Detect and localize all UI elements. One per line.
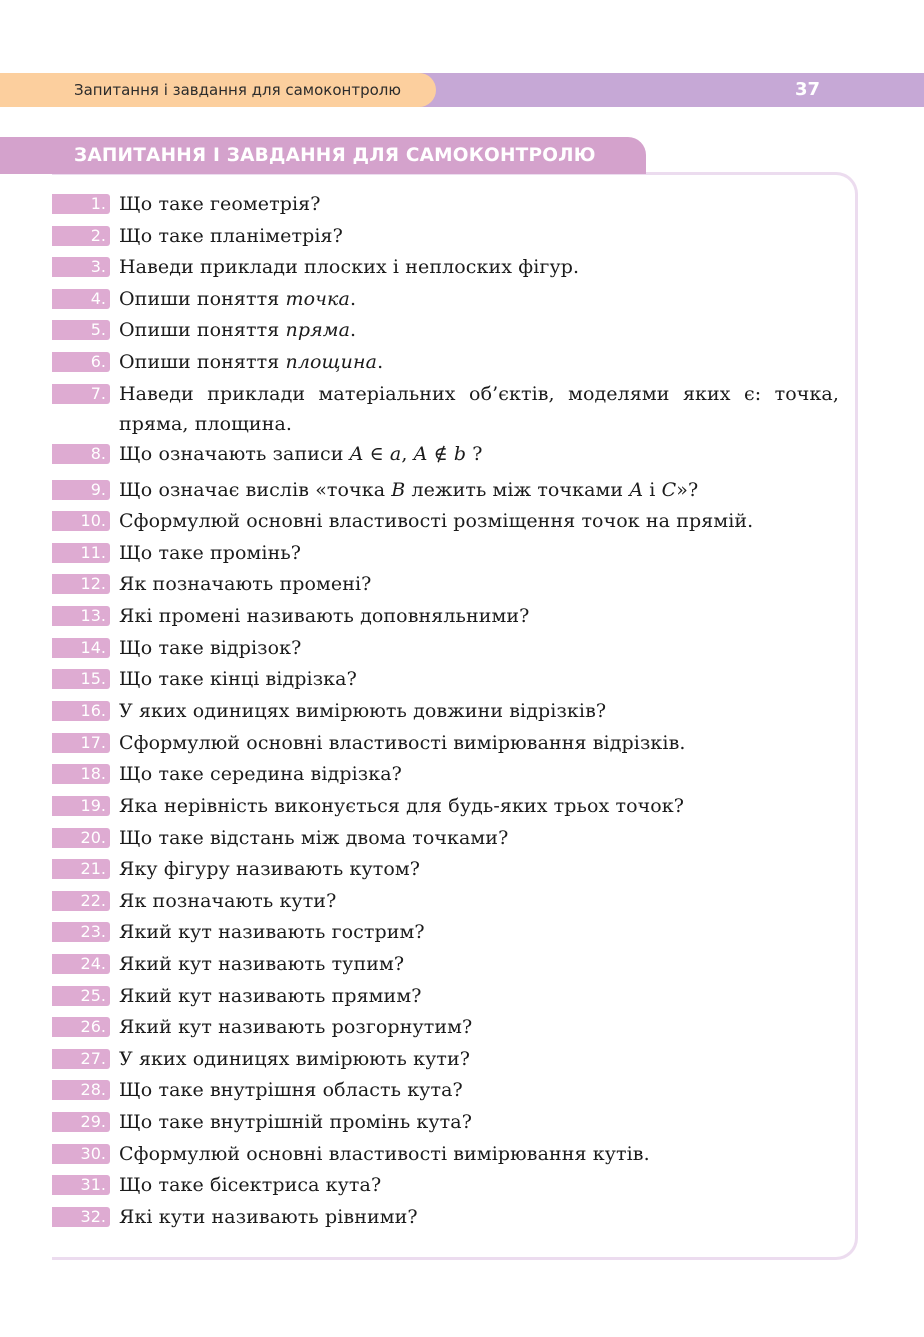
question-item [0, 856, 924, 882]
question-number: 19. [52, 796, 110, 816]
question-number: 28. [52, 1080, 110, 1100]
question-item [0, 951, 924, 977]
question-number: 30. [52, 1144, 110, 1164]
math-expression: A ∈ a [349, 443, 402, 465]
question-item [0, 1141, 924, 1167]
question-term: площина [285, 351, 378, 373]
question-item [0, 441, 924, 467]
question-item [0, 603, 924, 629]
question-text [119, 441, 483, 467]
question-number: 5. [52, 320, 110, 340]
question-text-post: . [377, 351, 384, 373]
question-text: Який кут називають гострим? [119, 921, 425, 943]
question-item [0, 223, 924, 249]
question-text: Сформулюй основні властивості вимірювання кутів. [119, 1143, 650, 1165]
question-text: Які промені називають доповняльними? [119, 605, 530, 627]
question-number: 6. [52, 352, 110, 372]
question-number: 1. [52, 194, 110, 214]
question-item [0, 1046, 924, 1072]
question-text: Як позначають промені? [119, 573, 372, 595]
question-text: Сформулюй основні властивості розміщення точок на прямій. [119, 510, 754, 532]
question-number: 22. [52, 891, 110, 911]
question-text: Що таке внутрішня область кута? [119, 1079, 463, 1101]
question-item [0, 286, 924, 312]
question-number: 32. [52, 1207, 110, 1227]
question-number: 20. [52, 828, 110, 848]
question-number: 24. [52, 954, 110, 974]
question-term: пряма [285, 319, 351, 341]
question-text: Що таке відстань між двома точками? [119, 827, 509, 849]
question-text-post: . [349, 288, 357, 310]
page-number: 37 [794, 79, 820, 100]
question-number: 25. [52, 986, 110, 1006]
question-text-mid: лежить між точками [405, 479, 630, 501]
question-number: 27. [52, 1049, 110, 1069]
question-number: 13. [52, 606, 110, 626]
question-item [0, 254, 924, 280]
question-item [0, 1014, 924, 1040]
question-number: 29. [52, 1112, 110, 1132]
question-item [0, 191, 924, 217]
question-item [0, 317, 924, 343]
question-number: 4. [52, 289, 110, 309]
question-text: Що таке планіметрія? [119, 225, 343, 247]
question-text-post: »? [676, 479, 699, 501]
question-number: 23. [52, 922, 110, 942]
question-item [0, 1077, 924, 1103]
question-text-pre: Опиши поняття [119, 288, 286, 310]
question-number: 21. [52, 859, 110, 879]
question-item [0, 793, 924, 819]
question-number: 12. [52, 574, 110, 594]
question-number: 15. [52, 669, 110, 689]
question-item [0, 381, 924, 435]
question-number: 10. [52, 511, 110, 531]
question-text-post: ? [466, 443, 483, 465]
question-text: У яких одиницях вимірюють кути? [119, 1048, 471, 1070]
running-title: Запитання і завдання для самоконтролю [0, 73, 436, 107]
question-text [119, 286, 356, 312]
question-number: 3. [52, 257, 110, 277]
question-number: 14. [52, 638, 110, 658]
question-number: 31. [52, 1175, 110, 1195]
question-text: Що таке відрізок? [119, 637, 302, 659]
question-item [0, 1204, 924, 1230]
question-text: Яка нерівність виконується для будь-яких трьох точок? [119, 795, 685, 817]
question-text-pre: Що означає вислів «точка [119, 479, 392, 501]
question-item [0, 919, 924, 945]
question-text: Що таке геометрія? [119, 193, 321, 215]
question-number: 26. [52, 1017, 110, 1037]
question-text: Які кути називають рівними? [119, 1206, 418, 1228]
point-label: A [629, 479, 644, 501]
question-number: 16. [52, 701, 110, 721]
question-text: Що таке середина відрізка? [119, 763, 402, 785]
question-text: Який кут називають розгорнутим? [119, 1016, 473, 1038]
question-item [0, 1109, 924, 1135]
question-number: 18. [52, 764, 110, 784]
question-text-pre: Опиши поняття [119, 351, 286, 373]
point-label: C [661, 479, 677, 501]
question-text-pre: Опиши поняття [119, 319, 286, 341]
question-item [0, 698, 924, 724]
question-text: Що таке бісектриса кута? [119, 1174, 382, 1196]
question-number: 8. [52, 444, 110, 464]
question-item [0, 1172, 924, 1198]
math-expression: A ∉ b [413, 443, 467, 465]
question-text-mid: , [401, 443, 414, 465]
question-text: Який кут називають прямим? [119, 985, 422, 1007]
question-item [0, 730, 924, 756]
question-item [0, 761, 924, 787]
point-label: B [391, 479, 406, 501]
question-text: Що таке внутрішній промінь кута? [119, 1111, 473, 1133]
question-text-mid: і [643, 479, 662, 501]
question-item [0, 825, 924, 851]
question-text [119, 477, 698, 503]
question-item [0, 571, 924, 597]
question-item [0, 983, 924, 1009]
section-title: ЗАПИТАННЯ І ЗАВДАННЯ ДЛЯ САМОКОНТРОЛЮ [0, 137, 646, 174]
question-text: Що таке кінці відрізка? [119, 668, 357, 690]
question-text: Наведи приклади плоских і неплоских фігур. [119, 256, 580, 278]
question-text: Сформулюй основні властивості вимірювання відрізків. [119, 732, 686, 754]
question-item [0, 349, 924, 375]
question-item [0, 666, 924, 692]
question-text: Що таке промінь? [119, 542, 302, 564]
question-number: 2. [52, 226, 110, 246]
question-text [119, 349, 383, 375]
question-text-post: . [350, 319, 357, 341]
question-number: 9. [52, 480, 110, 500]
question-text-pre: Що означають записи [119, 443, 350, 465]
question-text: Наведи приклади матеріальних об’єктів, моделями яких є: точка, пряма, площина. [119, 383, 839, 435]
question-item [0, 477, 924, 503]
question-text: Як позначають кути? [119, 890, 337, 912]
question-term: точка [285, 288, 350, 310]
question-text [119, 317, 356, 343]
question-item [0, 635, 924, 661]
question-number: 17. [52, 733, 110, 753]
question-number: 11. [52, 543, 110, 563]
question-item [0, 888, 924, 914]
question-item [0, 508, 924, 534]
question-number: 7. [52, 384, 110, 404]
question-text: У яких одиницях вимірюють довжини відрізків? [119, 700, 607, 722]
question-item [0, 540, 924, 566]
question-text: Яку фігуру називають кутом? [119, 858, 421, 880]
question-text: Який кут називають тупим? [119, 953, 405, 975]
